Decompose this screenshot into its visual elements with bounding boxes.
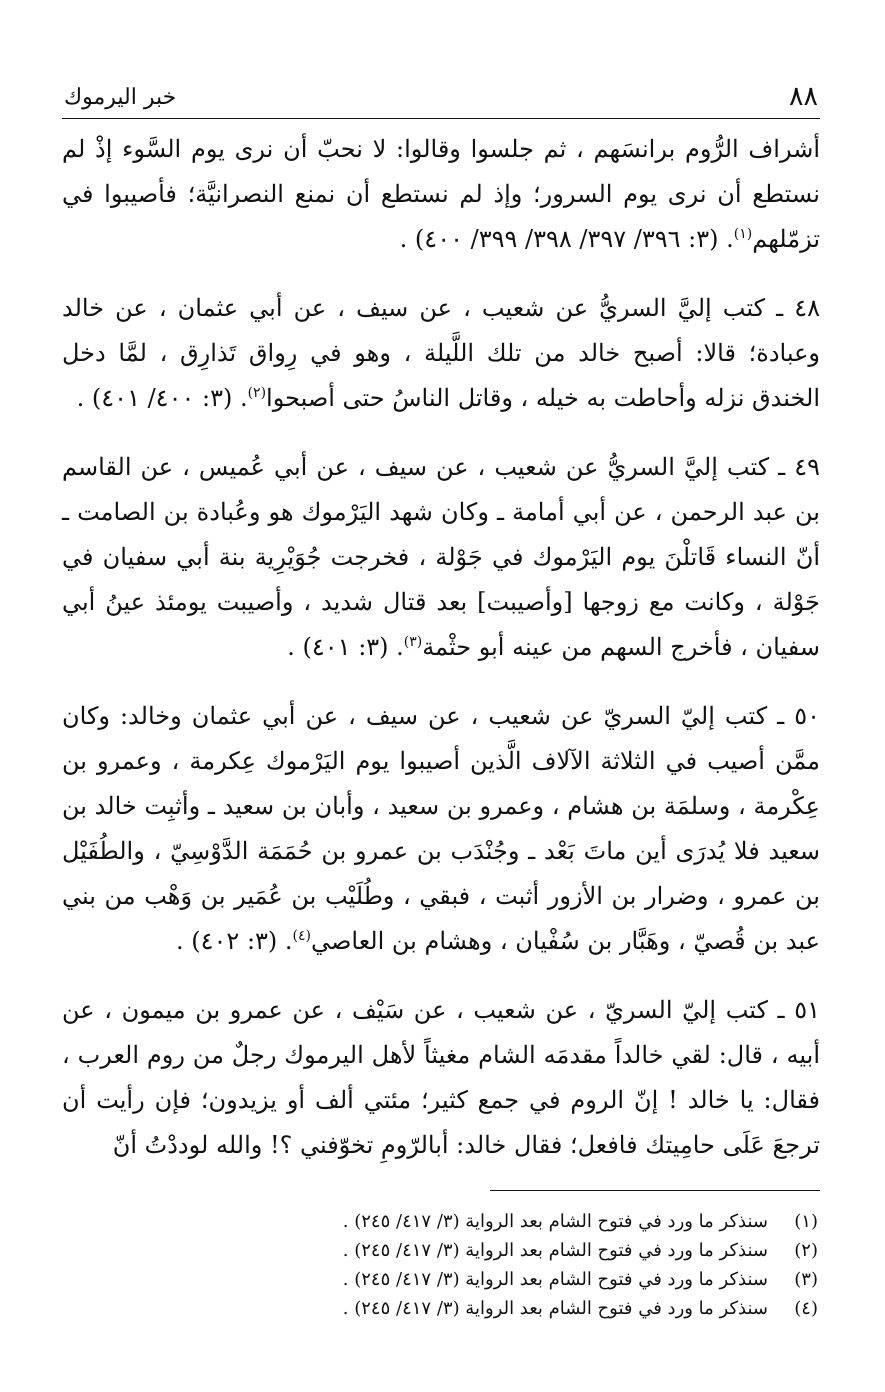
body-text bbox=[62, 127, 820, 1168]
footnote-divider bbox=[490, 1190, 820, 1191]
page-header bbox=[62, 78, 820, 119]
paragraph-51 bbox=[62, 988, 820, 1168]
footnote-text: سنذكر ما ورد في فتوح الشام بعد الرواية (٣/ ٤١٧/ ٢٤٥) . bbox=[342, 1211, 768, 1232]
paragraph-continuation bbox=[62, 127, 820, 262]
footnote-ref: (٤) bbox=[292, 928, 312, 944]
footnote-ref: (١) bbox=[733, 226, 753, 242]
paragraph-text: ٥٠ ـ كتب إليّ السريّ عن شعيب ، عن سيف ، عن أبي عثمان وخالد: وكان ممَّن أصيب في الثلاثة الآلاف الَّذين أصيبوا يوم اليَرْموك عِكرمة ، وعمرو بن عِكْرمة ، وسلمَة بن هشام ، وعمرو بن سعيد ، وأبان بن سعيد ـ وأثبِت خالد بن سعيد فلا يُدرَى أين ماتَ بَعْد ـ وجُنْدَب بن عمرو بن حُمَمَة الدَّوْسِيّ ، والطُفَيْل بن عمرو ، وضرار بن الأزور أثبت ، فبقي ، وطُلَيْب بن عُمَير بن وَهْب من بني عبد بن قُصيّ ، وهَبَّار بن سُفْيان ، وهشام بن العاصي bbox=[62, 702, 820, 955]
footnote-item bbox=[62, 1236, 820, 1265]
footnote-ref: (٣) bbox=[403, 634, 423, 650]
footnote-text: سنذكر ما ورد في فتوح الشام بعد الرواية (٣/ ٤١٧/ ٢٤٥) . bbox=[342, 1269, 768, 1290]
running-title: خبر اليرموك bbox=[64, 85, 177, 110]
paragraph-48 bbox=[62, 286, 820, 421]
footnote-text: سنذكر ما ورد في فتوح الشام بعد الرواية (٣/ ٤١٧/ ٢٤٥) . bbox=[342, 1298, 768, 1319]
paragraph-50 bbox=[62, 694, 820, 964]
paragraph-49 bbox=[62, 445, 820, 670]
footnote-ref: (٢) bbox=[247, 385, 267, 401]
footnote-number: (١) bbox=[794, 1211, 818, 1232]
footnote-number: (٣) bbox=[794, 1269, 818, 1290]
footnote-item bbox=[62, 1294, 820, 1323]
paragraph-text: أشراف الرُّوم برانسَهم ، ثم جلسوا وقالوا: لا نحبّ أن نرى يوم السَّوء إذْ لم نستطع أن نرى يوم السرور؛ وإذ لم نستطع أن نمنع النصرانيَّة؛ فأصيبوا في تزمّلهم bbox=[62, 135, 820, 253]
paragraph-text: . (٣: ٤٠٢) . bbox=[176, 927, 293, 955]
paragraph-text: . (٣: ٤٠١) . bbox=[287, 633, 404, 661]
paragraph-text: . (٣: ٣٩٦/ ٣٩٧/ ٣٩٨/ ٣٩٩/ ٤٠٠) . bbox=[399, 225, 734, 253]
footnote-item bbox=[62, 1265, 820, 1294]
footnote-text: سنذكر ما ورد في فتوح الشام بعد الرواية (٣/ ٤١٧/ ٢٤٥) . bbox=[342, 1240, 768, 1261]
paragraph-text: ٤٨ ـ كتب إليَّ السريُّ عن شعيب ، عن سيف ، عن أبي عثمان ، عن خالد وعبادة؛ قالا: أصبح خالد من تلك اللَّيلة ، وهو في رِواق تَذارِق ، لمَّا دخل الخندق نزله وأحاطت به خيله ، وقاتل الناسُ حتى أصبحوا bbox=[62, 294, 820, 412]
book-page bbox=[62, 78, 820, 1323]
paragraph-text: ٥١ ـ كتب إليّ السريّ ، عن شعيب ، عن سَيْف ، عن عمرو بن ميمون ، عن أبيه ، قال: لقي خالداً مقدمَه الشام مغيثاً لأهل اليرموك رجلٌ من روم العرب ، فقال: يا خالد ! إنّ الروم في جمع كثير؛ مئتي ألف أو يزيدون؛ فإن رأيت أن ترجعَ عَلَى حامِيتك فافعل؛ فقال خالد: أبالرّومِ تخوّفني ؟! والله لوددْتُ أنّ bbox=[62, 996, 820, 1159]
footnotes bbox=[62, 1207, 820, 1323]
paragraph-text: . (٣: ٤٠٠/ ٤٠١) . bbox=[76, 384, 248, 412]
paragraph-text: ٤٩ ـ كتب إليَّ السريُّ عن شعيب ، عن سيف ، عن أبي عُميس ، عن القاسم بن عبد الرحمن ، عن أبي أمامة ـ وكان شهد اليَرْموك هو وعُبادة بن الصامت ـ أنّ النساء قَاتلْنَ يوم اليَرْموك في جَوْلة ، فخرجت جُوَيْرِية بنة أبي سفيان في جَوْلة ، وكانت مع زوجها [وأصيبت] بعد قتال شديد ، وأصيبت يومئذ عينُ أبي سفيان ، فأخرج السهم من عينه أبو حثْمة bbox=[62, 453, 820, 661]
footnote-number: (٢) bbox=[794, 1240, 818, 1261]
footnote-item bbox=[62, 1207, 820, 1236]
footnote-number: (٤) bbox=[794, 1298, 818, 1319]
page-number: ٨٨ bbox=[788, 81, 818, 112]
